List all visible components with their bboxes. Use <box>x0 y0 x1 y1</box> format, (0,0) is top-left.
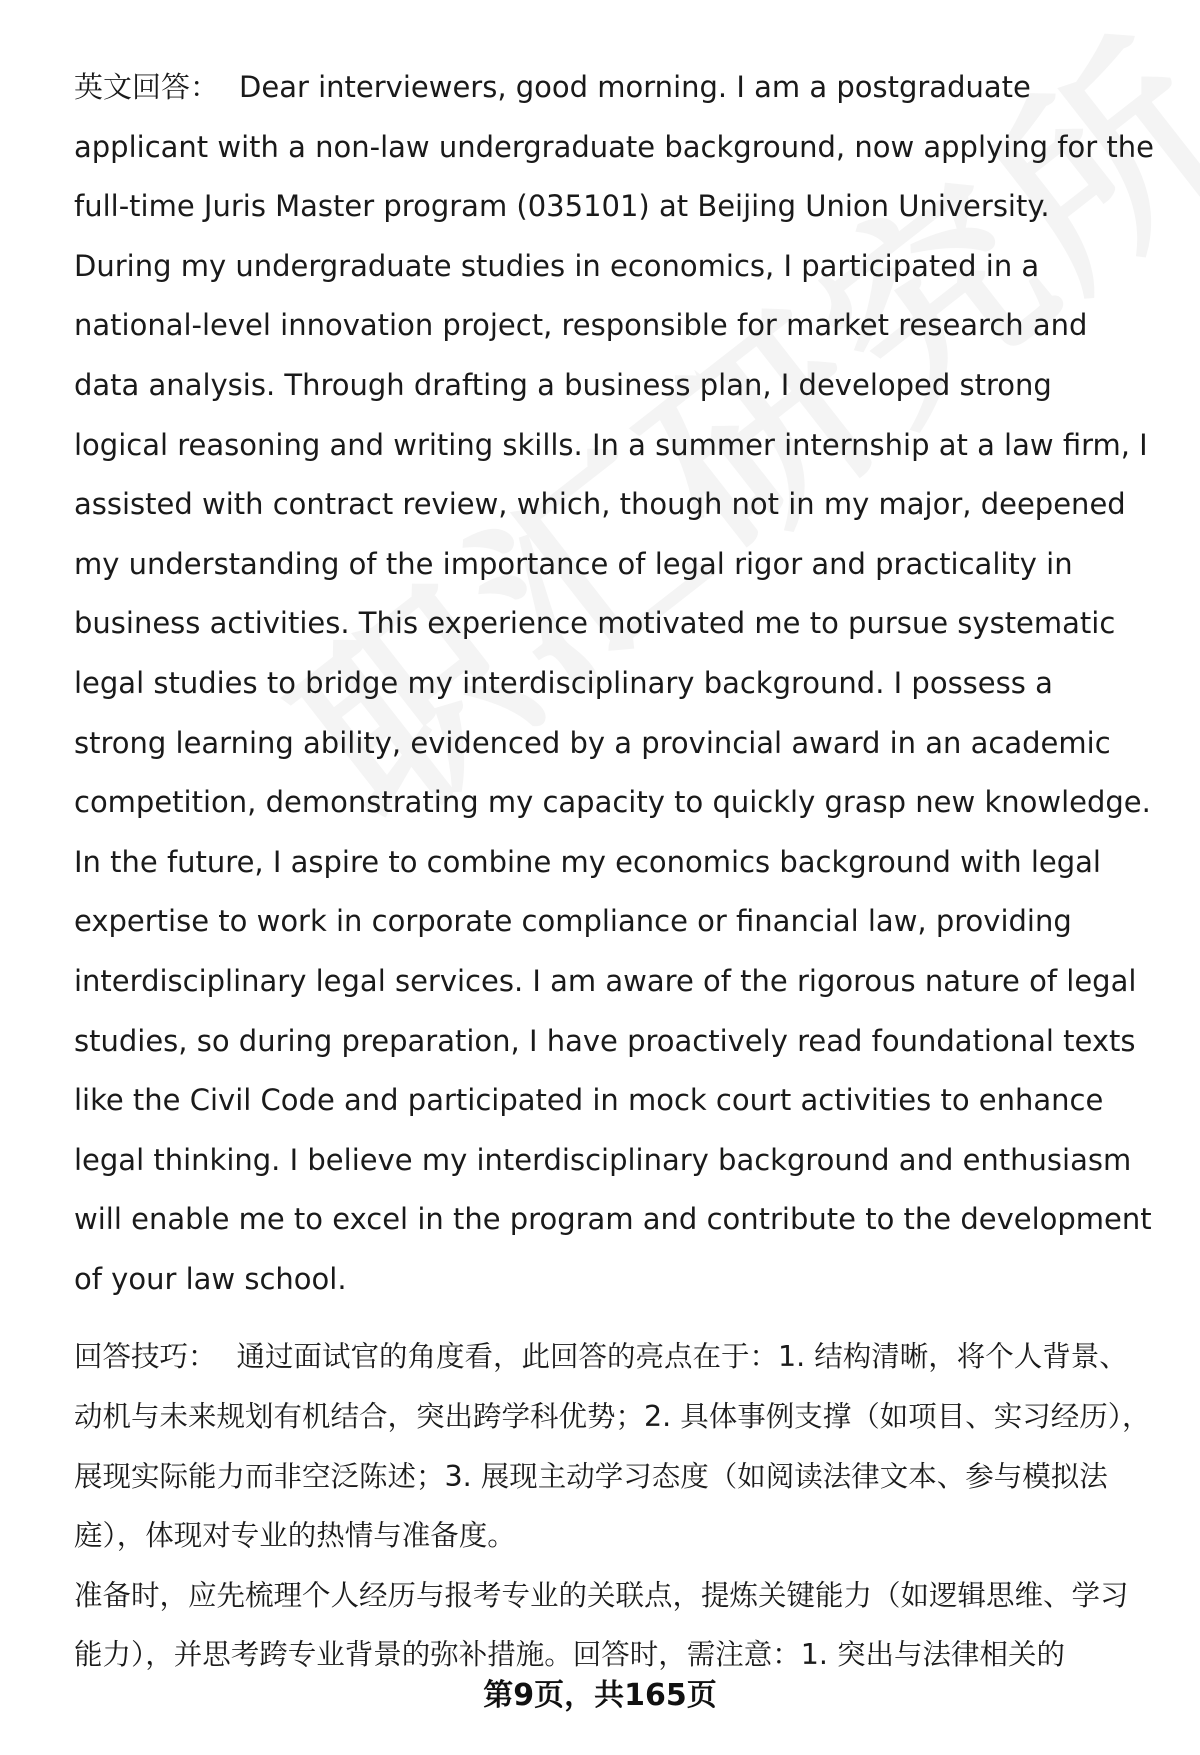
page-content <box>74 58 1154 1685</box>
english-answer-paragraph <box>74 58 1154 1309</box>
english-answer-text: Dear interviewers, good morning. I am a postgraduate applicant with a non-law undergraduate background, now applying for the full-time Juris Master program (035101) at Beijing Union University. During my undergraduate studies in economics, I participated in a national-level innovation project, responsible for market research and data analysis. Through drafting a business plan, I developed strong logical reasoning and writing skills. In a summer internship at a law firm, I assisted with contract review, which, though not in my major, deepened my understanding of the importance of legal rigor and practicality in business activities. This experience motivated me to pursue systematic legal studies to bridge my interdisciplinary background. I possess a strong learning ability, evidenced by a provincial award in an academic competition, demonstrating my capacity to quickly grasp new knowledge. In the future, I aspire to combine my economics background with legal expertise to work in corporate compliance or financial law, providing interdisciplinary legal services. I am aware of the rigorous nature of legal studies, so during preparation, I have proactively read foundational texts like the Civil Code and participated in mock court activities to enhance legal thinking. I believe my interdisciplinary background and enthusiasm will enable me to excel in the program and contribute to the development of your law school. <box>74 70 1154 1296</box>
tips-paragraph <box>74 1327 1154 1565</box>
english-answer-label: 英文回答： <box>74 70 220 104</box>
tips-label: 回答技巧： <box>74 1340 217 1374</box>
preparation-paragraph: 准备时，应先梳理个人经历与报考专业的关联点，提炼关键能力（如逻辑思维、学习能力），并思考跨专业背景的弥补措施。回答时，需注意：1. 突出与法律相关的 <box>74 1578 1129 1672</box>
tips-text: 通过面试官的角度看，此回答的亮点在于：1. 结构清晰，将个人背景、动机与未来规划有机结合，突出跨学科优势；2. 具体事例支撑（如项目、实习经历），展现实际能力而非空泛陈述；3. 展现主动学习态度（如阅读法律文本、参与模拟法庭），体现对专业的热情与准备度。 <box>74 1340 1151 1553</box>
page-number-footer: 第9页，共165页 <box>483 1678 717 1713</box>
paragraph-gap <box>74 1309 1154 1327</box>
